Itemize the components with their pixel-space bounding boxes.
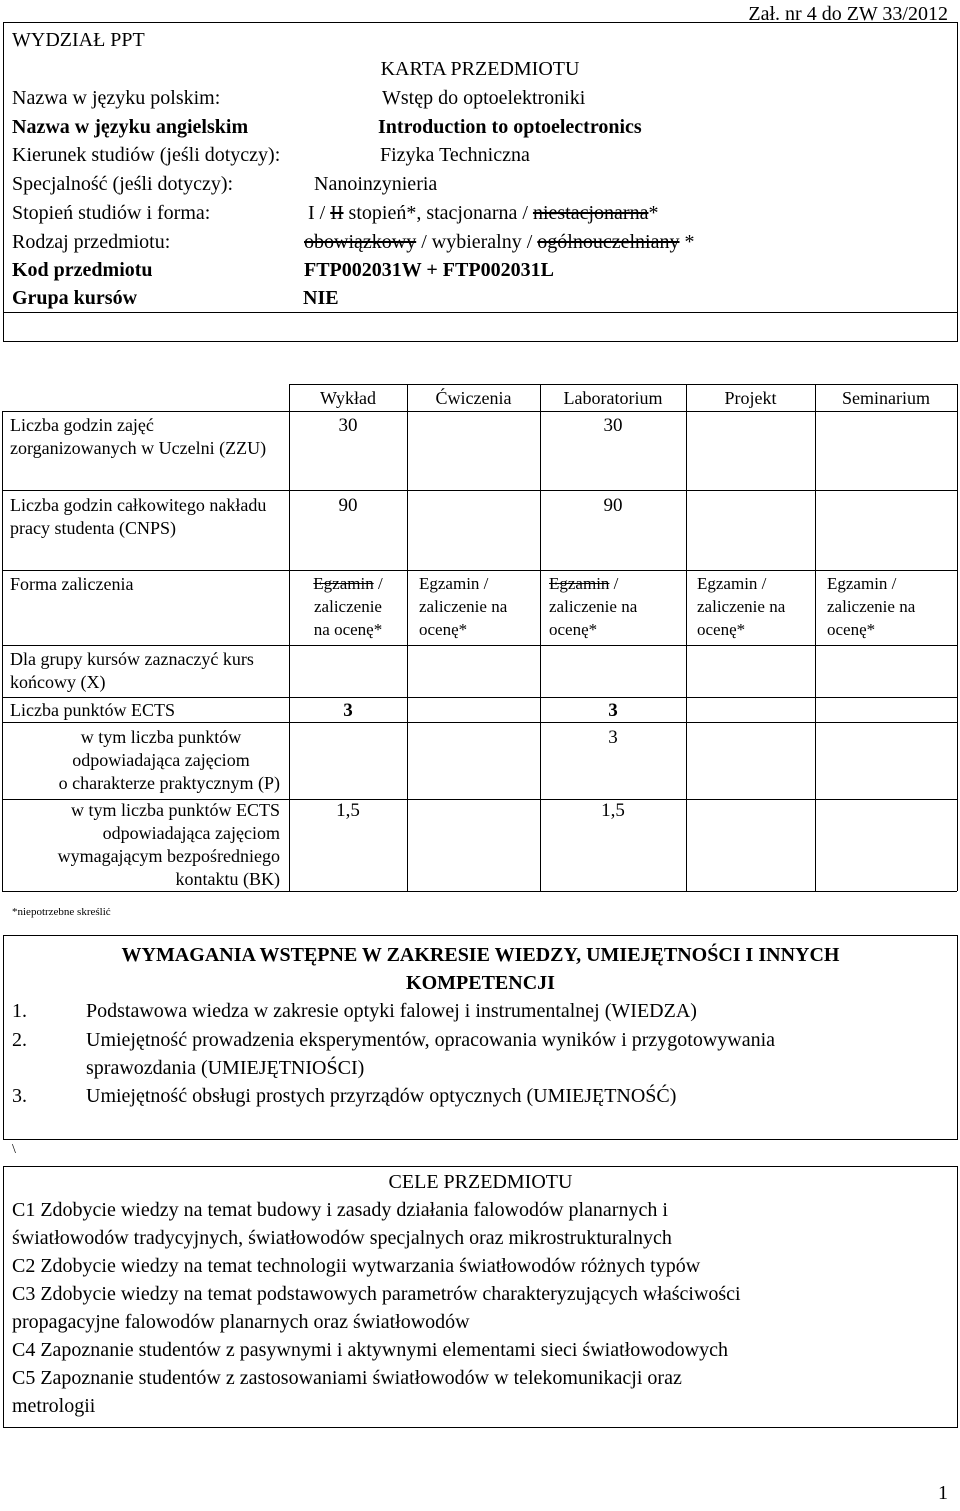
goal-line: metrologii — [12, 1395, 96, 1417]
row-label-cnps: Liczba godzin całkowitego nakładu pracy studenta (CNPS) — [10, 495, 267, 538]
forma-projekt: Egzamin / zaliczenie na ocenę* — [697, 574, 786, 639]
header-divider — [3, 312, 958, 313]
col-header-projekt: Projekt — [724, 388, 777, 408]
footnote: *niepotrzebne skreślić — [12, 906, 111, 918]
cnps-wyklad: 90 — [338, 495, 358, 516]
ects-bk-wyklad: 1,5 — [336, 800, 360, 821]
backslash-mark: \ — [12, 1142, 16, 1157]
col-line — [407, 384, 408, 891]
row-line — [2, 891, 957, 892]
course-name-pl: Wstęp do optoelektroniki — [382, 87, 586, 109]
col-header-wyklad: Wykład — [320, 388, 376, 408]
zzu-wyklad: 30 — [338, 415, 358, 436]
goal-line: C5 Zapoznanie studentów z zastosowaniami światłowodów w telekomunikacji oraz — [12, 1367, 682, 1389]
degree-value: I / II stopień*, stacjonarna / niestacjonarna* — [308, 202, 659, 224]
row-label-forma: Forma zaliczenia — [10, 574, 134, 594]
col-line — [686, 384, 687, 891]
course-code: FTP002031W + FTP002031L — [304, 259, 554, 281]
forma-wyklad: Egzamin / zaliczenie na ocenę* — [313, 574, 383, 639]
col-line — [815, 384, 816, 891]
faculty-name: WYDZIAŁ PPT — [12, 29, 145, 51]
specialty: Nanoinzynieria — [314, 173, 438, 195]
col-header-cwiczenia: Ćwiczenia — [435, 388, 512, 408]
row-line — [2, 411, 957, 412]
ects-laboratorium: 3 — [608, 700, 618, 721]
type-value: obowiązkowy / wybieralny / ogólnouczelniany * — [304, 231, 695, 253]
col-line — [957, 384, 958, 891]
row-line — [2, 697, 957, 698]
row-line — [2, 645, 957, 646]
row-label-ects-bk: w tym liczba punktów ECTS odpowiadająca zajęciom wymagającym bezpośredniego kontaktu (BK) — [57, 800, 280, 889]
zzu-laboratorium: 30 — [603, 415, 623, 436]
goal-line: C3 Zdobycie wiedzy na temat podstawowych parametrów charakteryzujących właściwości — [12, 1283, 741, 1305]
course-name-en: Introduction to optoelectronics — [378, 116, 642, 138]
col-header-laboratorium: Laboratorium — [563, 388, 663, 408]
attachment-note: Zał. nr 4 do ZW 33/2012 — [748, 3, 948, 25]
field-of-study: Fizyka Techniczna — [380, 144, 530, 166]
goals-title: CELE PRZEDMIOTU — [388, 1171, 573, 1193]
goal-line: C2 Zdobycie wiedzy na temat technologii wytwarzania światłowodów różnych typów — [12, 1255, 701, 1277]
goal-line: propagacyjne falowodów planarnych oraz światłowodów — [12, 1311, 470, 1333]
cnps-laboratorium: 90 — [603, 495, 623, 516]
row-label-group-final: Dla grupy kursów zaznaczyć kurs końcowy (X) — [10, 649, 254, 692]
ects-bk-laboratorium: 1,5 — [601, 800, 625, 821]
ects-wyklad: 3 — [343, 700, 353, 721]
row-line — [2, 570, 957, 571]
col-header-seminarium: Seminarium — [842, 388, 930, 408]
row-label-zzu: Liczba godzin zajęć zorganizowanych w Uczelni (ZZU) — [10, 415, 267, 458]
row-label-ects: Liczba punktów ECTS — [10, 700, 175, 720]
goal-line: światłowodów tradycyjnych, światłowodów specjalnych oraz mikrostrukturalnych — [12, 1227, 672, 1249]
forma-seminarium: Egzamin / zaliczenie na ocenę* — [827, 574, 916, 639]
row-line — [289, 384, 957, 385]
course-group: NIE — [303, 287, 339, 309]
ects-p-laboratorium: 3 — [608, 727, 618, 748]
forma-cwiczenia: Egzamin / zaliczenie na ocenę* — [419, 574, 508, 639]
requirements-title-2: KOMPETENCJI — [406, 972, 555, 994]
requirements-title-1: WYMAGANIA WSTĘPNE W ZAKRESIE WIEDZY, UMIEJĘTNOŚCI I INNYCH — [121, 944, 840, 966]
page-number: 1 — [938, 1482, 948, 1504]
card-title: KARTA PRZEDMIOTU — [380, 58, 580, 80]
goal-line: C1 Zdobycie wiedzy na temat budowy i zasady działania falowodów planarnych i — [12, 1199, 668, 1221]
goal-line: C4 Zapoznanie studentów z pasywnymi i aktywnymi elementami sieci światłowodowych — [12, 1339, 728, 1361]
row-line — [2, 722, 957, 723]
goals-list — [12, 1196, 741, 1420]
forma-laboratorium: Egzamin / zaliczenie na ocenę* — [549, 574, 638, 639]
row-line — [2, 490, 957, 491]
row-label-ects-p: w tym liczba punktów odpowiadająca zajęciom o charakterze praktycznym (P) — [58, 727, 280, 793]
